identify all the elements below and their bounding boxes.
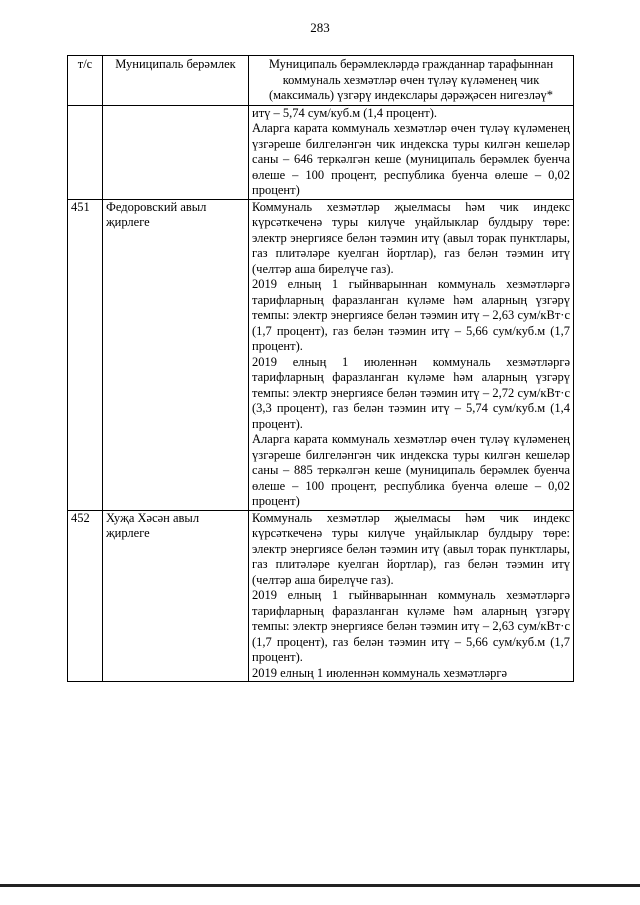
justification-paragraph: Аларга карата коммуналь хезмәтләр өчен түләү күләменең үзгәреше билгеләнгән чик индекска туры килгән кешеләр саны – 885 теркәлгән кеше (муниципаль берәмлек буенча өлеше – 100 процент, республика буенча өлеше – 0,02 процент) [252,432,570,508]
cont-number-cell [68,105,103,199]
justification-paragraph: 2019 елның 1 июленнән коммуналь хезмәтләргә [252,665,508,680]
table-header [68,56,574,106]
municipality-name: Хуҗа Хәсән авыл җирлеге [103,510,249,682]
page-number: 283 [310,20,330,35]
tariff-table [67,55,574,682]
cont-name-cell [103,105,249,199]
justification-paragraph: Коммуналь хезмәтләр җыелмасы һәм чик индекс күрсәткеченә туры килүче уңайлыклар булдыру төре: электр энергиясе белән тәэмин итү (авыл торак пунктлары, газ плитәләре куелган йортлар), газ белән тәэмин итү (челтәр аша бирелүче газ). [252,510,570,587]
table-row-451 [68,199,574,510]
justification-paragraph: 2019 елның 1 гыйнварыннан коммуналь хезмәтләргә тарифларның фаразланган күләме һәм аларның үзгәрү темпы: электр энергиясе белән тәэмин итү – 2,63 сум/кВт·с (1,7 процент), газ белән тәэмин итү – 5,66 сум/куб.м (1,7 процент). [252,277,570,353]
cont-text-cell [249,105,574,199]
table-row-452 [68,510,574,682]
cont-paragraph: итү – 5,74 сум/куб.м (1,4 процент). [252,105,438,120]
header-municipality: Муниципаль берәмлек [103,56,249,106]
scan-edge-bar [0,884,640,887]
justification-paragraph: 2019 елның 1 июленнән коммуналь хезмәтләргә тарифларның фаразланган күләме һәм аларның үзгәрү темпы: электр энергиясе белән тәэмин итү – 2,72 сум/кВт·с (3,3 процент), газ белән тәэмин итү – 5,74 сум/куб.м (1,4 процент). [252,354,570,431]
justification-text [249,199,574,510]
justification-paragraph: Коммуналь хезмәтләр җыелмасы һәм чик индекс күрсәткеченә туры килүче уңайлыклар булдыру төре: электр энергиясе белән тәэмин итү (авыл торак пунктлары, газ плитәләре куелган йортлар), газ белән тәэмин итү (челтәр аша бирелүче газ). [252,199,570,276]
municipality-name: Федоровский авыл җирлеге [103,199,249,510]
header-row [68,56,574,106]
justification-paragraph: 2019 елның 1 гыйнварыннан коммуналь хезмәтләргә тарифларның фаразланган күләме һәм аларның үзгәрү темпы: электр энергиясе белән тәэмин итү – 2,63 сум/кВт·с (1,7 процент), газ белән тәэмин итү – 5,66 сум/куб.м (1,7 процент). [252,588,570,664]
row-number: 451 [68,199,103,510]
table-row-continuation [68,105,574,199]
cont-paragraph: Аларга карата коммуналь хезмәтләр өчен түләү күләменең үзгәреше билгеләнгән чик индекска туры килгән кешеләр саны – 646 теркәлгән кеше (муниципаль берәмлек буенча өлеше – 100 процент, республика буенча өлеше – 0,02 процент) [252,121,570,197]
header-justification: Муниципаль берәмлекләрдә гражданнар тарафыннан коммуналь хезмәтләр өчен түләү күләменең чик (максималь) үзгәрү индекслары дәрәҗәсен нигезләү* [249,56,574,106]
header-number: т/с [68,56,103,106]
justification-text [249,510,574,682]
row-number: 452 [68,510,103,682]
